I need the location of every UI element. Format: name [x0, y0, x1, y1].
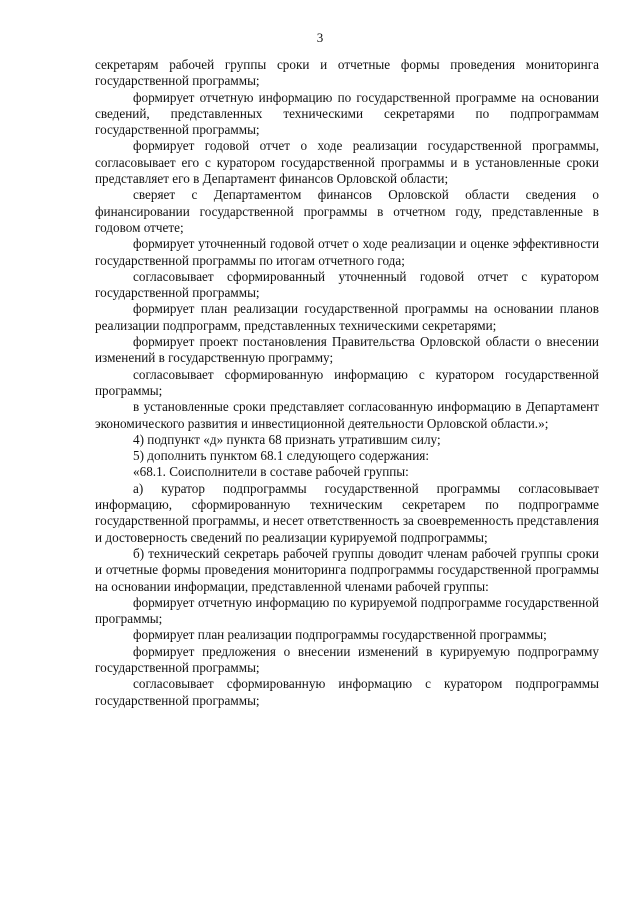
- paragraph: формирует проект постановления Правительства Орловской области о внесении изменений в государственную программу;: [95, 334, 599, 366]
- paragraph: 4) подпункт «д» пункта 68 признать утратившим силу;: [133, 431, 441, 447]
- paragraph: формирует предложения о внесении изменений в курируемую подпрограмму государственной программы;: [95, 643, 599, 675]
- paragraph: б) технический секретарь рабочей группы доводит членам рабочей группы сроки и отчетные формы проведения мониторинга подпрограммы государственной программы на основании информации, представленной членами рабочей группы:: [95, 545, 599, 594]
- paragraph: формирует годовой отчет о ходе реализации государственной программы, согласовывает его с куратором государственной программы и в установленные сроки представляет его в Департамент финансов Орловской области;: [95, 138, 599, 187]
- paragraph: формирует отчетную информацию по курируемой подпрограмме государственной программы;: [95, 594, 599, 627]
- paragraph: сверяет с Департаментом финансов Орловской области сведения о финансировании государственной программы в отчетном году, представленные в годовом отчете;: [95, 187, 599, 235]
- paragraph: 5) дополнить пунктом 68.1 следующего содержания:: [133, 448, 430, 464]
- paragraph: формирует уточненный годовой отчет о ходе реализации и оценке эффективности государственной программы по итогам отчетного года;: [95, 236, 599, 268]
- paragraph: формирует план реализации государственной программы на основании планов реализации подпрограмм, представленных техническими секретарями;: [95, 301, 599, 333]
- paragraph: согласовывает сформированную информацию с куратором подпрограммы государственной программы;: [95, 676, 599, 708]
- paragraph: формирует план реализации подпрограммы государственной программы;: [133, 627, 547, 643]
- page-number: 3: [316, 30, 324, 45]
- paragraph: в установленные сроки представляет согласованную информацию в Департамент экономического развития и инвестиционной деятельности Орловской области.»;: [95, 399, 599, 431]
- paragraph: согласовывает сформированный уточненный годовой отчет с куратором государственной программы;: [95, 268, 599, 301]
- paragraph: секретарям рабочей группы сроки и отчетные формы проведения мониторинга государственной программы;: [95, 57, 599, 89]
- paragraph: а) куратор подпрограммы государственной программы согласовывает информацию, сформированную техническим секретарем по подпрограмме государственной программы, и несет ответственность за своевременность представления и достоверность сведений по реализации курируемой подпрограммы;: [95, 480, 599, 545]
- document-body: [95, 57, 599, 709]
- paragraph: формирует отчетную информацию по государственной программе на основании сведений, представленных техническими секретарями по подпрограммам государственной программы;: [95, 89, 599, 138]
- paragraph: согласовывает сформированную информацию с куратором государственной программы;: [95, 366, 599, 398]
- paragraph: «68.1. Соисполнители в составе рабочей группы:: [133, 464, 409, 480]
